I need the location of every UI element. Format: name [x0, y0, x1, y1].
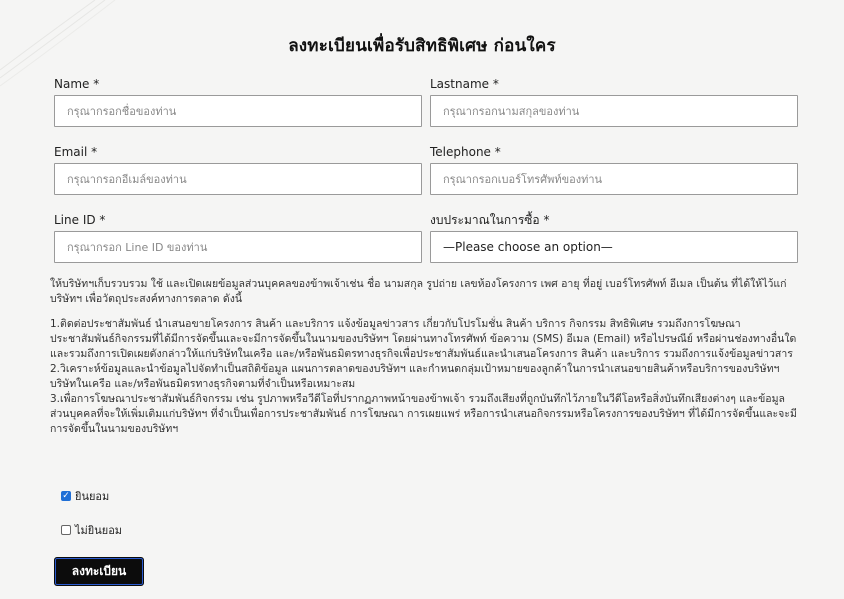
email-label: Email * [54, 145, 98, 159]
telephone-placeholder: กรุณากรอกเบอร์โทรศัพท์ของท่าน [443, 173, 603, 186]
line-id-field-group [54, 214, 422, 263]
line-id-label: Line ID * [54, 213, 106, 227]
telephone-label: Telephone * [430, 145, 501, 159]
budget-select[interactable] [430, 231, 798, 263]
consent-item-1: 1.ติดต่อประชาสัมพันธ์ นำเสนอขายโครงการ สินค้า และบริการ แจ้งข้อมูลข่าวสาร เกี่ยวกับโปรโมชั่น สินค้า บริการ กิจกรรม สิทธิพิเศษ รวมถึงการโฆษณาประชาสัมพันธ์กิจกรรมที่ได้มีการจัดขึ้นและจะมีการจัดขึ้นในนามของบริษัทฯ โดยผ่านทางโทรศัพท์ ข้อความ (SMS) อีเมล (Email) หรือไปรษณีย์ หรือผ่านช่องทางอื่นใดและรวมถึงการเปิดเผยดังกล่าวให้แก่บริษัทในเครือ และ/หรือพันธมิตรทางธุรกิจเพื่อประชาสัมพันธ์และนำเสนอโครงการ สินค้า และบริการ รวมถึงการแจ้งข้อมูลข่าวสาร [50, 318, 797, 360]
email-placeholder: กรุณากรอกอีเมล์ของท่าน [67, 173, 187, 186]
disagree-checkbox[interactable] [61, 525, 71, 535]
email-field-group [54, 146, 422, 195]
lastname-input[interactable] [430, 95, 798, 127]
budget-field-group [430, 214, 798, 263]
budget-selected-value: —Please choose an option— [443, 240, 613, 254]
lastname-label: Lastname * [430, 77, 499, 91]
register-button[interactable]: ลงทะเบียน [54, 557, 144, 586]
name-placeholder: กรุณากรอกชื่อของท่าน [67, 105, 177, 118]
name-label: Name * [54, 77, 100, 91]
consent-text [50, 277, 800, 437]
agree-checkbox[interactable]: ✓ [62, 490, 70, 501]
lastname-placeholder: กรุณากรอกนามสกุลของท่าน [443, 105, 580, 118]
line-id-input[interactable] [54, 231, 422, 263]
email-input[interactable] [54, 163, 422, 195]
name-input[interactable] [54, 95, 422, 127]
form-title: ลงทะเบียนเพื่อรับสิทธิพิเศษ ก่อนใคร [288, 36, 556, 56]
telephone-input[interactable] [430, 163, 798, 195]
name-field-group [54, 78, 422, 127]
lastname-field-group [430, 78, 798, 127]
budget-label: งบประมาณในการซื้อ * [430, 213, 550, 227]
agree-label: ยินยอม [75, 490, 110, 503]
agree-option[interactable] [61, 487, 109, 505]
consent-item-3: 3.เพื่อการโฆษณาประชาสัมพันธ์กิจกรรม เช่น รูปภาพหรือวีดีโอที่ปรากฏภาพหน้าของข้าพเจ้า รวมถึงเสียงที่ถูกบันทึกไว้ภายในวีดีโอหรือสิ่งบันทึกเสียงต่างๆ และข้อมูลส่วนบุคคลที่จะให้เพิ่มเติมแก่บริษัทฯ ที่จำเป็นเพื่อการประชาสัมพันธ์ การโฆษณา การเผยแพร่ หรือการนำเสนอกิจกรรมหรือโครงการของบริษัทฯ ที่ได้มีการจัดขึ้นและจะมีการจัดขึ้นในนามของบริษัทฯ [50, 393, 797, 435]
disagree-label: ไม่ยินยอม [75, 524, 123, 537]
telephone-field-group [430, 146, 798, 195]
disagree-option[interactable] [61, 521, 122, 539]
line-id-placeholder: กรุณากรอก Line ID ของท่าน [67, 241, 208, 254]
consent-item-2: 2.วิเคราะห์ข้อมูลและนำข้อมูลไปจัดทำเป็นสถิติข้อมูล แผนการตลาดของบริษัทฯ และกำหนดกลุ่มเป้าหมายของลูกค้าในการนำเสนอขายสินค้าหรือบริการของบริษัทฯ บริษัทในเครือ และ/หรือพันธมิตรทางธุรกิจตามที่จำเป็นหรือเหมาะสม [50, 363, 780, 390]
consent-intro: ให้บริษัทฯเก็บรวบรวม ใช้ และเปิดเผยข้อมูลส่วนบุคคลของข้าพเจ้าเช่น ชื่อ นามสกุล รูปถ่าย เลขห้องโครงการ เพศ อายุ ที่อยู่ เบอร์โทรศัพท์ อีเมล เป็นต้น ที่ได้ให้ไว้แก่บริษัทฯ เพื่อวัตถุประสงค์ทางการตลาด ดังนี้ [50, 278, 787, 305]
